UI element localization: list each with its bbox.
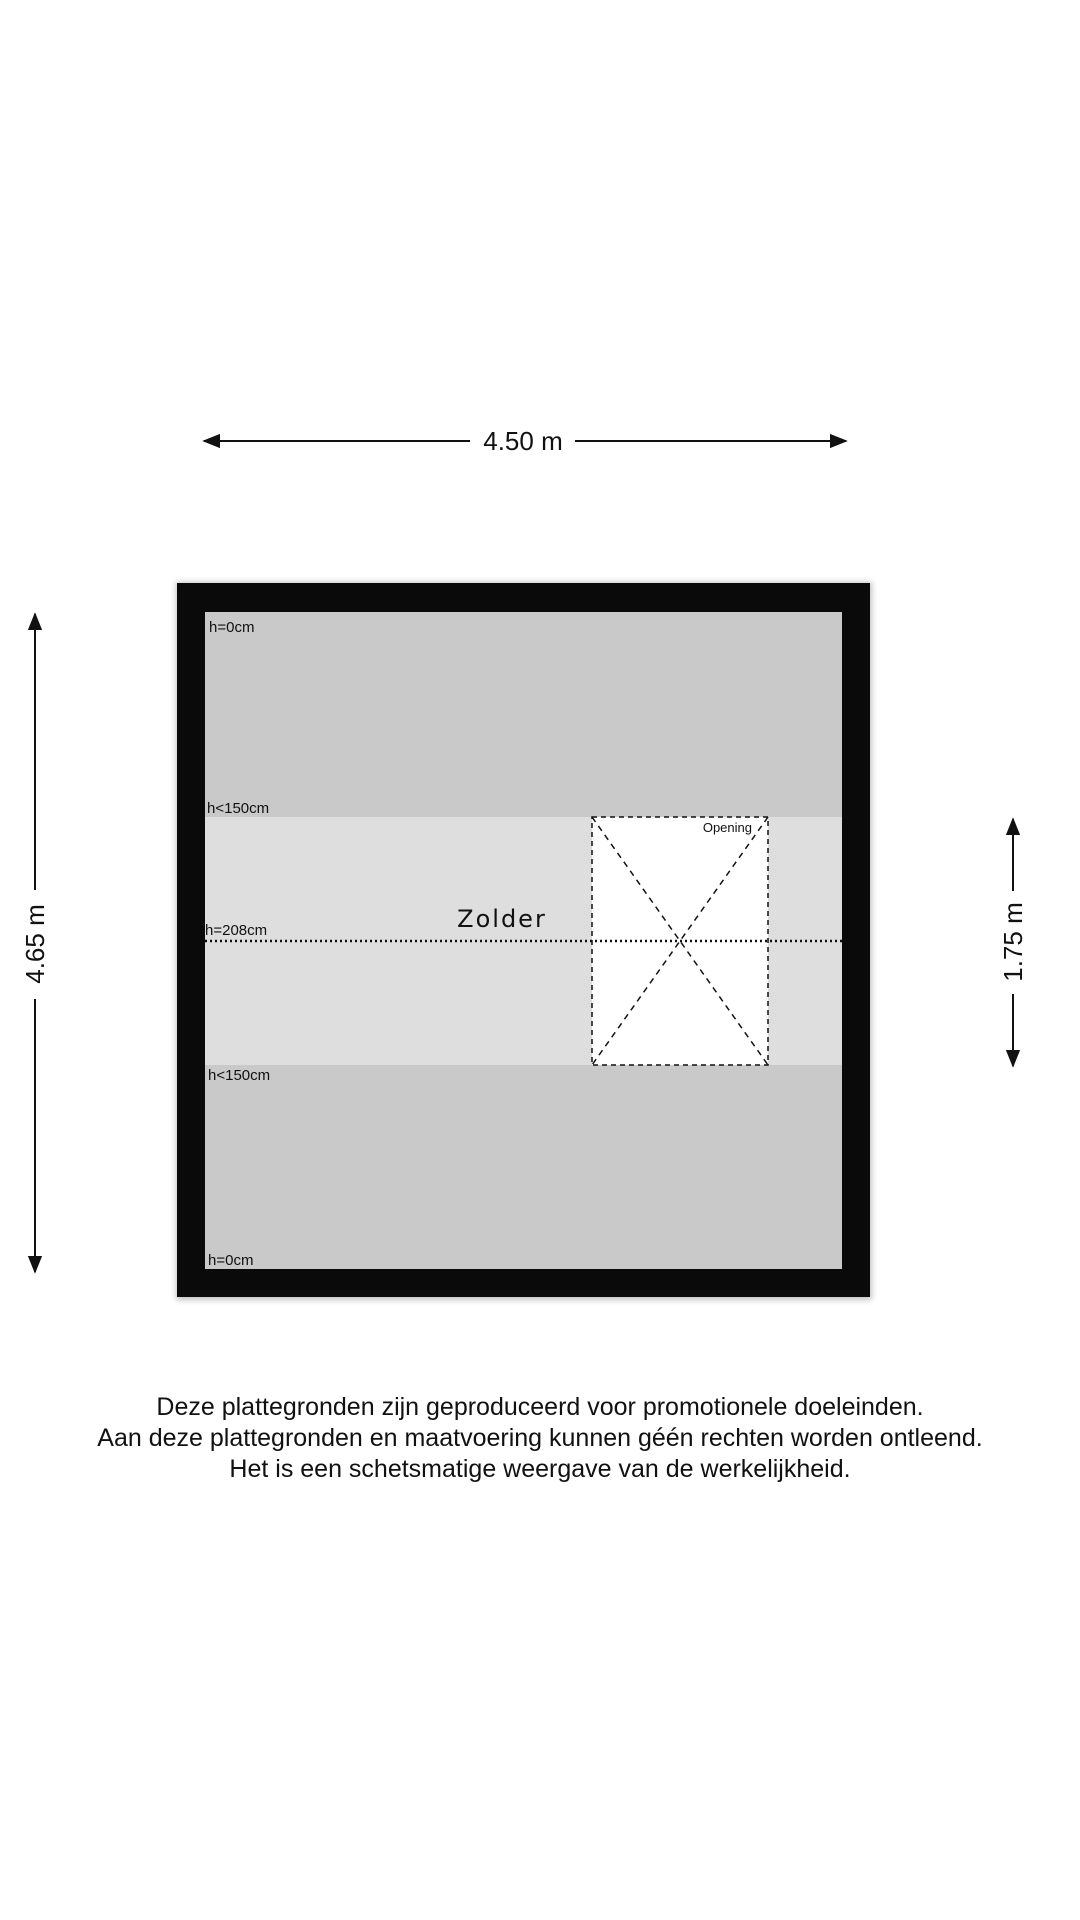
room-name: Zolder [457, 905, 547, 933]
opening-label: Opening [702, 820, 752, 835]
height-dimension-label: 4.65 m [20, 904, 50, 984]
height-label-upper-limit: h<150cm [207, 800, 270, 817]
height-label-bottom-edge: h=0cm [208, 1252, 254, 1269]
height-dimension [20, 614, 50, 1272]
disclaimer-line-3: Het is een schetsmatige weergave van de werkelijkheid. [229, 1455, 851, 1483]
height-label-top-edge: h=0cm [209, 619, 255, 636]
zone-dimension-label: 1.75 m [998, 902, 1028, 982]
disclaimer-line-1: Deze plattegronden zijn geproduceerd voor promotionele doeleinden. [156, 1393, 924, 1421]
room-zolder [176, 582, 872, 1300]
zone-dimension [998, 819, 1028, 1066]
height-label-lower-limit: h<150cm [208, 1067, 271, 1084]
width-dimension [204, 426, 846, 456]
width-dimension-label: 4.50 m [483, 426, 563, 456]
height-label-ridge: h=208cm [205, 922, 268, 939]
disclaimer-line-2: Aan deze plattegronden en maatvoering kunnen géén rechten worden ontleend. [97, 1424, 983, 1452]
disclaimer [0, 1392, 1080, 1485]
